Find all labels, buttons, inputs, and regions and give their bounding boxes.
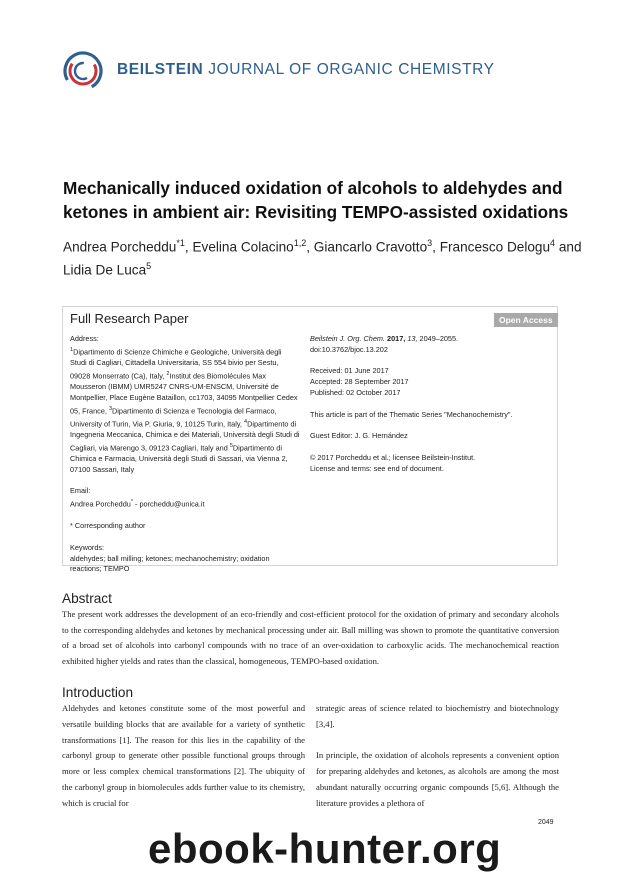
thematic-series[interactable]: This article is part of the Thematic Series "Mechanochemistry". (310, 409, 513, 419)
journal-title-bold: BEILSTEIN (117, 61, 204, 78)
affiliation-text: Dipartimento di Chimica e Farmacia, Università degli Studi di Sassari, via Vienna 2, 07100 Sassari, Italy (70, 443, 288, 474)
doi-link[interactable]: doi:10.3762/bjoc.13.202 (310, 344, 388, 354)
affiliations (70, 345, 300, 476)
accepted-date: Accepted: 28 September 2017 (310, 377, 409, 387)
affiliation-text: Dipartimento di Scienza e Tecnologia del Farmaco, University of Turin, Via P. Giuria, 9, 10125 Turin, Italy, (70, 406, 277, 429)
email-label: Email: (70, 486, 91, 496)
article-title: Mechanically induced oxidation of alcohols to aldehydes and ketones in ambient air: Revisiting TEMPO-assisted oxidations (63, 178, 569, 222)
info-right-column (310, 334, 550, 474)
info-left-column (70, 334, 300, 575)
affiliation-number: 5 (229, 442, 233, 449)
author-name: Evelina Colacino (192, 239, 294, 255)
affiliation-number: 3 (108, 405, 112, 412)
citation-journal: Beilstein J. Org. Chem. (310, 334, 386, 343)
author-affiliation: 4 (550, 238, 556, 248)
citation-year: 2017, (385, 334, 406, 343)
page-number: 2049 (538, 819, 554, 826)
address-label: Address: (70, 334, 99, 343)
corresponding-author-note: * Corresponding author (70, 521, 146, 531)
introduction-heading: Introduction (62, 685, 134, 700)
abstract-heading: Abstract (62, 591, 112, 606)
affiliation-number: 4 (244, 418, 248, 425)
author-list (63, 234, 583, 279)
keywords-label: Keywords: (70, 542, 105, 552)
keywords: aldehydes; ball milling; ketones; mechanochemistry; oxidation reactions; TEMPO (70, 553, 270, 574)
license-note: License and terms: see end of document. (310, 463, 444, 473)
watermark-text: ebook-hunter.org (148, 825, 502, 872)
author-affiliation: 5 (146, 260, 152, 271)
abstract-text: The present work addresses the development of an eco-friendly and cost-efficient protocol for the oxidation of primary and secondary alcohols to the corresponding aldehydes and ketones by mechanical processing under air. Ball milling was shown to promote the quantitative conversion of a broad set of alcohols into carbonyl compounds with no trace of an over-oxidation to carboxylic acids. The mechanochemical reaction exhibited higher yields and rates than the classical, homogeneous, TEMPO-based oxidation. (62, 609, 559, 666)
author-affiliation: 1,2 (293, 238, 307, 248)
guest-editor: Guest Editor: J. G. Hernández (310, 431, 408, 441)
author-separator: , (432, 239, 440, 255)
paper-type: Full Research Paper (70, 311, 189, 326)
introduction-right-column (316, 701, 559, 812)
citation (310, 334, 550, 345)
affiliation-number: 1 (70, 346, 74, 353)
affiliation-text: Dipartimento di Ingegneria Meccanica, Chimica e dei Materiali, Università degli Studi di Cagliari, via Marengo 3, 09123 Cagliari, Italy and (70, 419, 300, 453)
open-access-badge: Open Access (494, 313, 558, 327)
published-date: Published: 02 October 2017 (310, 387, 401, 397)
author-name: and Lidia De Luca (63, 239, 582, 278)
author-affiliation: *1 (176, 238, 185, 248)
intro-paragraph: In principle, the oxidation of alcohols represents a convenient option for preparing aldehydes and ketones, as alcohols are among the most abundant naturally occurring organic compounds [5,6]. Although the literature provides a plethora of (316, 750, 559, 808)
journal-title (117, 61, 495, 79)
affiliation-number: 2 (166, 370, 170, 377)
email-address-link[interactable]: - porcheddu@unica.it (133, 499, 205, 509)
author-name: Francesco Delogu (439, 239, 551, 255)
citation-pages: 2049–2055. (417, 334, 459, 343)
intro-paragraph: strategic areas of science related to biochemistry and biotechnology [3,4]. (316, 703, 559, 729)
citation-volume: 13, (405, 334, 418, 343)
email-star: * (130, 499, 133, 506)
journal-title-rest: JOURNAL OF ORGANIC CHEMISTRY (203, 61, 495, 78)
affiliation-text: Dipartimento di Scienze Chimiche e Geologiche, Università degli Studi di Cagliari, Cittadella Universitaria, SS 554 bivio per Sestu, 09028 Monserrato (Ca), Italy, (70, 347, 282, 381)
author-separator: , (306, 239, 314, 255)
beilstein-logo-icon (62, 50, 104, 92)
email-line[interactable] (70, 497, 300, 510)
received-date: Received: 01 June 2017 (310, 366, 389, 376)
author-name: Andrea Porcheddu (63, 239, 177, 255)
author-name: Giancarlo Cravotto (313, 239, 428, 255)
author-affiliation: 3 (427, 238, 433, 248)
introduction-left-column: Aldehydes and ketones constitute some of the most powerful and versatile building blocks that are available for a variety of synthetic transformations [1]. The reason for this lies in the capability of the carbonyl group to generate other possible functional groups through more or less complex chemical transformations [2]. The ubiquity of the carbonyl group in biomolecules adds further value to its chemistry, which is crucial for (62, 703, 305, 808)
copyright: © 2017 Porcheddu et al.; licensee Beilstein-Institut. (310, 452, 476, 462)
email-author: Andrea Porcheddu (70, 499, 131, 509)
affiliation-text: Institut des Biomolécules Max Mousseron (IBMM) UMR5247 CNRS-UM-ENSCM, Université de Montpellier, Place Eugène Bataillon, cc1703, 34095 Montpellier Cedex 05, France, (70, 371, 298, 416)
author-separator: , (184, 239, 193, 255)
